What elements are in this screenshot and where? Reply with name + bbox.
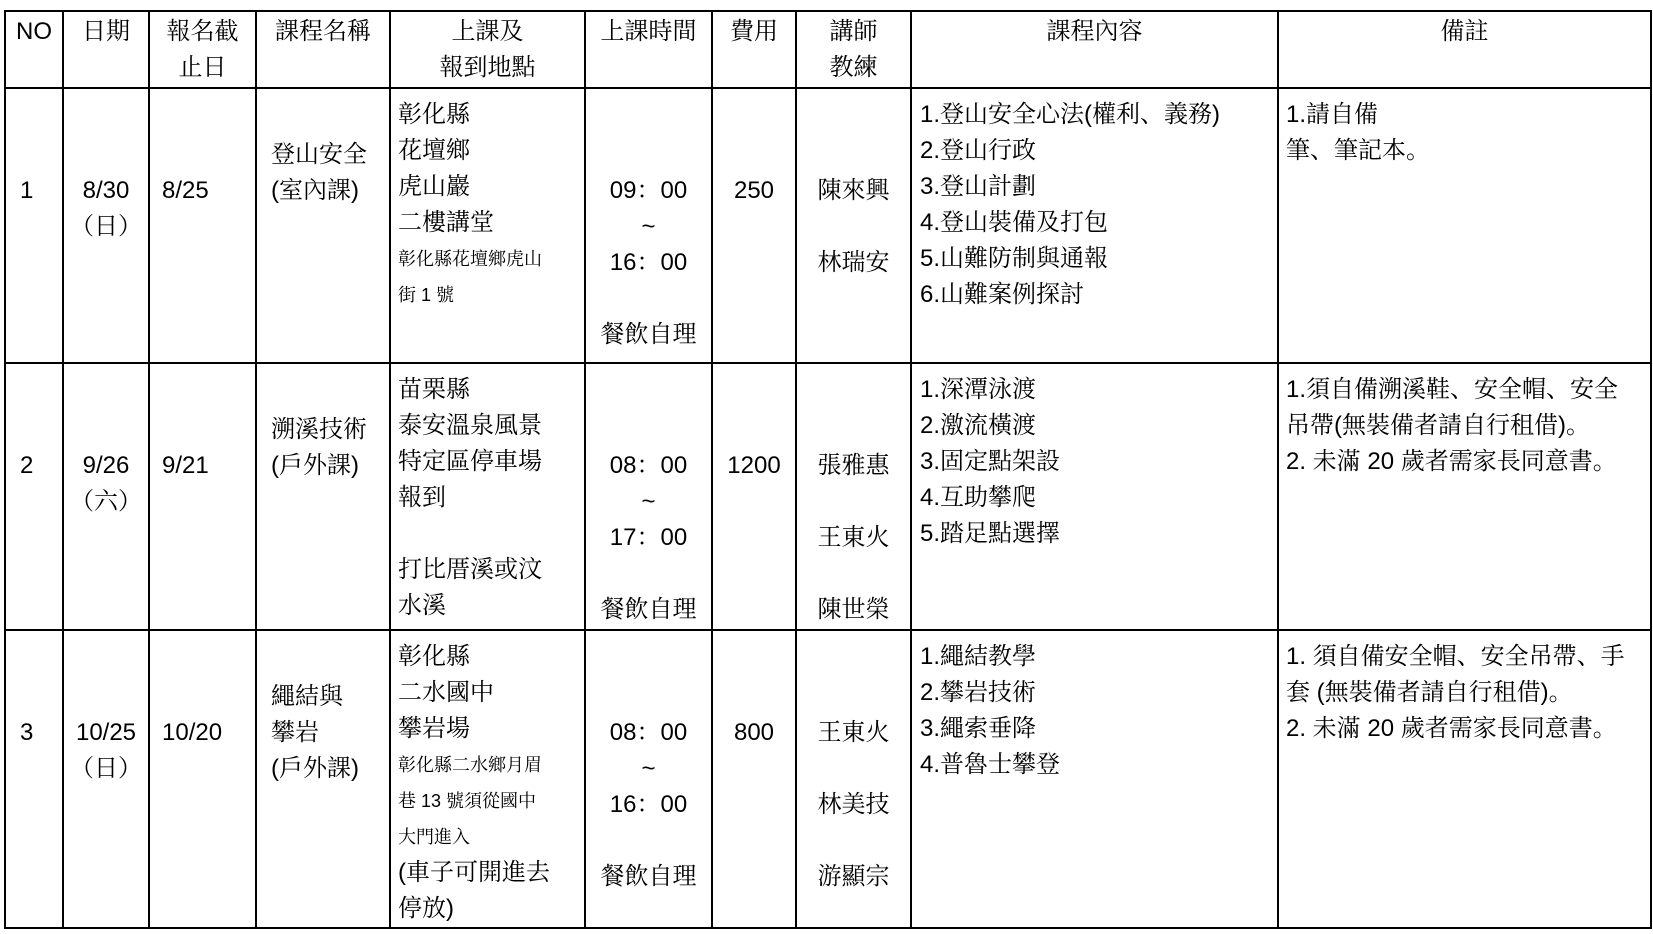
text-line: （日）: [70, 755, 142, 782]
cell-instructors: [796, 88, 911, 363]
cell-notes: [1278, 630, 1651, 928]
col-header-notes: [1278, 11, 1651, 88]
cell-time: [585, 630, 712, 928]
text-line: 3.固定點架設: [920, 448, 1061, 475]
text-line: 街 1 號: [398, 285, 455, 305]
header-text: 講師: [829, 18, 878, 45]
text-line: 彰化縣花壇鄉虎山: [398, 249, 542, 269]
text-line: 2.激流橫渡: [920, 412, 1037, 439]
text-line: [586, 823, 711, 859]
text-line: (車子可開進去: [398, 859, 550, 886]
text-line: 08：00: [609, 719, 688, 746]
text-line: 餐飲自理: [600, 863, 697, 890]
text-line: 2. 未滿 20 歲者需家長同意書。: [1286, 715, 1617, 742]
text-line: 4.互助攀爬: [920, 484, 1037, 511]
text-line: 1.登山安全心法(權利、義務): [920, 101, 1220, 128]
text-line: 套 (無裝備者請自行租借)。: [1286, 679, 1573, 706]
cell-course-content: [911, 630, 1278, 928]
row-number: 2: [20, 452, 34, 479]
text-line: 陳世榮: [817, 596, 890, 623]
cell-time: [585, 363, 712, 630]
col-header-location: [390, 11, 585, 88]
cell-date: [63, 630, 149, 928]
deadline-value: 10/20: [162, 719, 223, 746]
text-line: 1.深潭泳渡: [920, 376, 1037, 403]
cell-course-name: [256, 88, 390, 363]
text-line: 2. 未滿 20 歲者需家長同意書。: [1286, 448, 1617, 475]
text-line: 攀岩: [271, 719, 319, 746]
cell-instructors: [796, 630, 911, 928]
text-line: （六）: [70, 488, 142, 515]
header-text: 教練: [829, 54, 878, 81]
location-block: [398, 639, 584, 747]
col-header-date: [63, 11, 149, 88]
deadline-value: 8/25: [162, 177, 209, 204]
text-line: 彰化縣二水鄉月眉: [398, 755, 542, 775]
text-line: 繩結與: [271, 683, 343, 710]
cell-deadline: [149, 88, 256, 363]
col-header-course-name: [256, 11, 390, 88]
header-text: 備註: [1440, 18, 1489, 45]
location-block: [398, 372, 584, 624]
header-text: NO: [16, 18, 52, 45]
text-line: 登山安全: [271, 141, 367, 168]
text-line: 1.請自備: [1286, 101, 1379, 128]
text-line: 16：00: [609, 791, 688, 818]
text-line: 水溪: [398, 592, 446, 619]
course-schedule-table: [4, 10, 1652, 929]
text-line: （日）: [70, 213, 142, 240]
cell-fee: [712, 630, 796, 928]
text-line: 4.普魯士攀登: [920, 751, 1061, 778]
text-line: 林瑞安: [817, 249, 890, 276]
text-line: 花壇鄉: [398, 137, 470, 164]
text-line: ~: [641, 213, 656, 240]
col-header-deadline: [149, 11, 256, 88]
text-line: 16：00: [609, 249, 688, 276]
text-line: (室內課): [271, 177, 359, 204]
text-line: (戶外課): [271, 755, 359, 782]
table-row: [5, 88, 1651, 363]
fee-value: 800: [733, 719, 775, 746]
text-line: 停放): [398, 895, 454, 922]
text-line: 彰化縣: [398, 101, 470, 128]
cell-course-content: [911, 88, 1278, 363]
cell-course-name: [256, 630, 390, 928]
table-row: [5, 630, 1651, 928]
cell-date: [63, 363, 149, 630]
cell-location: [390, 363, 585, 630]
text-line: 彰化縣: [398, 643, 470, 670]
cell-course-name: [256, 363, 390, 630]
text-line: 游顯宗: [817, 863, 890, 890]
text-line: 08：00: [609, 452, 688, 479]
cell-time: [585, 88, 712, 363]
text-line: 陳來興: [817, 177, 890, 204]
text-line: 溯溪技術: [271, 416, 367, 443]
cell-deadline: [149, 630, 256, 928]
text-line: 筆、筆記本。: [1286, 137, 1430, 164]
text-line: 打比厝溪或汶: [398, 556, 542, 583]
text-line: 10/25: [75, 719, 137, 746]
text-line: (戶外課): [271, 452, 359, 479]
text-line: 二樓講堂: [398, 209, 494, 236]
col-header-no: [5, 11, 63, 88]
text-line: 4.登山裝備及打包: [920, 209, 1109, 236]
text-line: 特定區停車場: [398, 448, 542, 475]
col-header-instructor: [796, 11, 911, 88]
header-text: 報名截: [166, 18, 239, 45]
header-text: 課程內容: [1046, 18, 1143, 45]
text-line: 1.須自備溯溪鞋、安全帽、安全: [1286, 376, 1619, 403]
table-header: [5, 11, 1651, 88]
cell-instructors: [796, 363, 911, 630]
col-header-time: [585, 11, 712, 88]
text-line: 張雅惠: [817, 452, 890, 479]
text-line: 17：00: [609, 524, 688, 551]
cell-location: [390, 88, 585, 363]
text-line: [398, 516, 584, 552]
cell-deadline: [149, 363, 256, 630]
cell-no: [5, 630, 63, 928]
cell-notes: [1278, 88, 1651, 363]
text-line: 林美技: [817, 791, 890, 818]
text-line: 1.繩結教學: [920, 643, 1037, 670]
deadline-value: 9/21: [162, 452, 209, 479]
text-line: 報到: [398, 484, 446, 511]
text-line: 餐飲自理: [600, 321, 697, 348]
text-line: 5.踏足點選擇: [920, 520, 1061, 547]
text-line: ~: [641, 755, 656, 782]
text-line: 09：00: [609, 177, 688, 204]
header-text: 上課及: [451, 18, 524, 45]
location-block: [398, 97, 584, 241]
text-line: 王東火: [817, 719, 890, 746]
header-text: 日期: [82, 18, 130, 45]
cell-course-content: [911, 363, 1278, 630]
header-text: 上課時間: [600, 18, 697, 45]
text-line: 3.繩索垂降: [920, 715, 1037, 742]
text-line: [586, 556, 711, 592]
text-line: 大門進入: [398, 827, 470, 847]
text-line: 巷 13 號須從國中: [398, 791, 537, 811]
text-line: 3.登山計劃: [920, 173, 1037, 200]
location-block: [398, 855, 584, 927]
text-line: 5.山難防制與通報: [920, 245, 1109, 272]
text-line: 二水國中: [398, 679, 494, 706]
text-line: 王東火: [817, 524, 890, 551]
cell-notes: [1278, 363, 1651, 630]
course-table-body: [5, 88, 1651, 928]
text-line: ~: [641, 488, 656, 515]
row-number: 1: [20, 177, 34, 204]
text-line: 1. 須自備安全帽、安全吊帶、手: [1286, 643, 1625, 670]
text-line: 苗栗縣: [398, 376, 470, 403]
text-line: [586, 281, 711, 317]
text-line: 餐飲自理: [600, 596, 697, 623]
text-line: [797, 484, 910, 520]
cell-no: [5, 88, 63, 363]
text-line: 攀岩場: [398, 715, 470, 742]
header-text: 費用: [730, 18, 778, 45]
text-line: [797, 209, 910, 245]
text-line: 2.登山行政: [920, 137, 1037, 164]
col-header-fee: [712, 11, 796, 88]
text-line: [797, 556, 910, 592]
text-line: [797, 751, 910, 787]
cell-no: [5, 363, 63, 630]
location-address-small: [398, 747, 584, 855]
text-line: [797, 823, 910, 859]
text-line: 吊帶(無裝備者請自行租借)。: [1286, 412, 1590, 439]
header-text: 止日: [178, 54, 227, 81]
text-line: 泰安溫泉風景: [398, 412, 542, 439]
cell-fee: [712, 363, 796, 630]
table-row: [5, 363, 1651, 630]
text-line: 9/26: [82, 452, 130, 479]
fee-value: 250: [733, 177, 775, 204]
header-row: [5, 11, 1651, 88]
cell-fee: [712, 88, 796, 363]
cell-location: [390, 630, 585, 928]
location-address-small: [398, 241, 584, 313]
row-number: 3: [20, 719, 34, 746]
col-header-course-content: [911, 11, 1278, 88]
cell-date: [63, 88, 149, 363]
fee-value: 1200: [727, 452, 781, 479]
header-text: 報到地點: [439, 54, 536, 81]
text-line: 8/30: [82, 177, 130, 204]
header-text: 課程名稱: [275, 18, 371, 45]
text-line: 2.攀岩技術: [920, 679, 1037, 706]
text-line: 6.山難案例探討: [920, 281, 1085, 308]
text-line: 虎山巖: [398, 173, 470, 200]
